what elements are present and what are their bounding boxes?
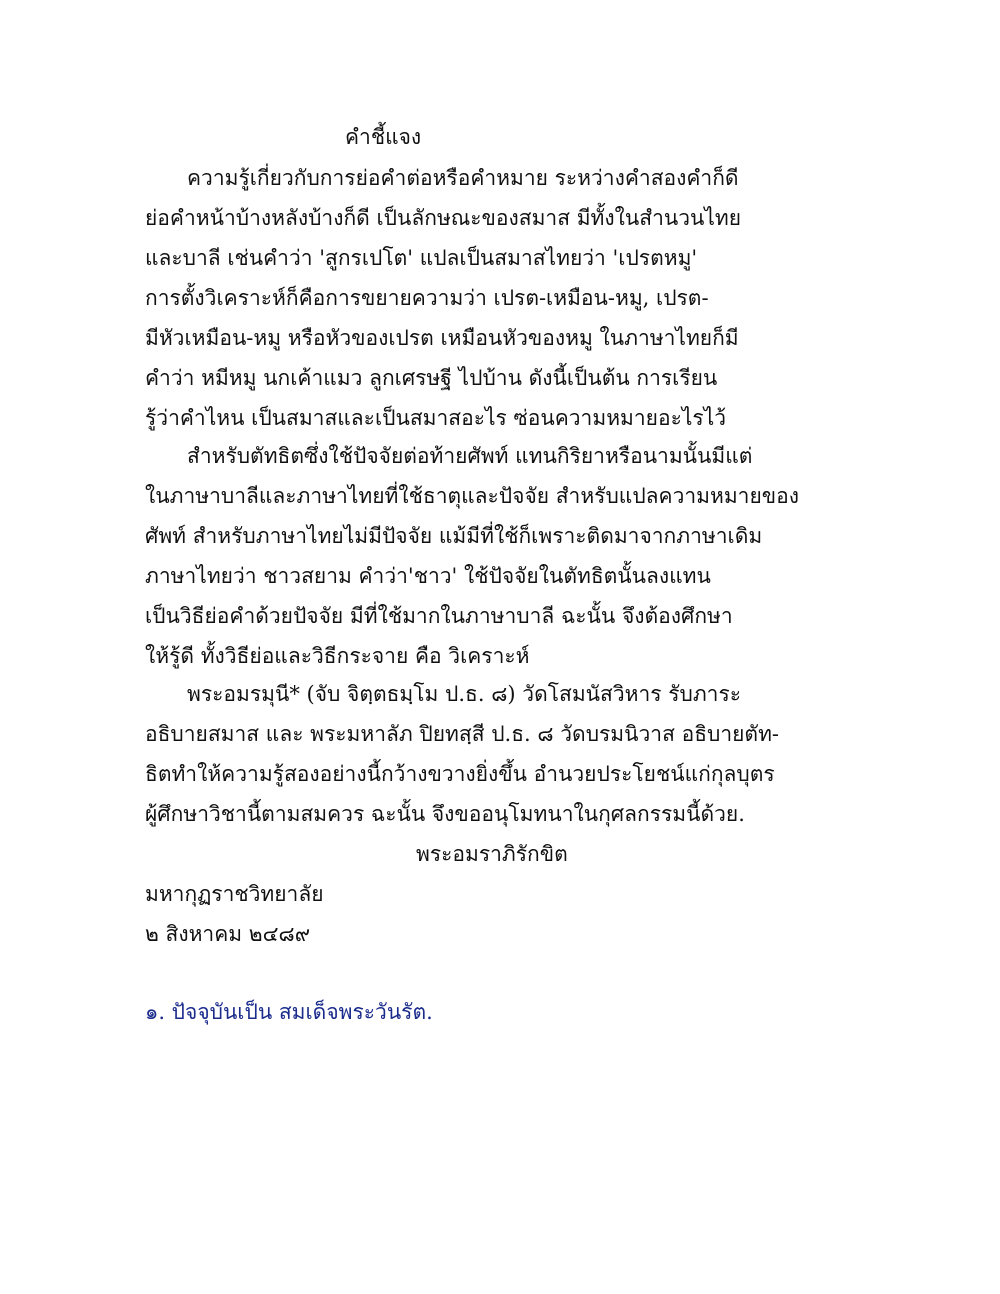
- paragraph-2-line-5: เป็นวิธีย่อคำด้วยปัจจัย มีที่ใช้มากในภาษาบาลี ฉะนั้น จึงต้องศึกษา: [145, 604, 733, 628]
- document-title: คำชี้แจง: [345, 125, 422, 149]
- paragraph-1-line-3: และบาลี เช่นคำว่า 'สูกรเปโต' แปลเป็นสมาสไทยว่า 'เปรตหมู': [145, 246, 698, 270]
- signature: พระอมราภิรักขิต: [416, 842, 568, 866]
- paragraph-3-line-2: อธิบายสมาส และ พระมหาลัภ ปิยทสฺสี ป.ธ. ๘ วัดบรมนิวาส อธิบายตัท-: [145, 722, 780, 746]
- paragraph-3-line-1: พระอมรมุนี* (จับ จิตฺตธมฺโม ป.ธ. ๘) วัดโสมนัสวิหาร รับภาระ: [187, 682, 742, 706]
- paragraph-2-line-3: ศัพท์ สำหรับภาษาไทยไม่มีปัจจัย แม้มีที่ใช้ก็เพราะติดมาจากภาษาเดิม: [145, 524, 763, 548]
- paragraph-1-line-7: รู้ว่าคำไหน เป็นสมาสและเป็นสมาสอะไร ซ่อนความหมายอะไรไว้: [145, 406, 727, 430]
- paragraph-1-line-1: ความรู้เกี่ยวกับการย่อคำต่อหรือคำหมาย ระหว่างคำสองคำก็ดี: [187, 166, 739, 190]
- paragraph-2-line-4: ภาษาไทยว่า ชาวสยาม คำว่า'ชาว' ใช้ปัจจัยในตัทธิตนั้นลงแทน: [145, 564, 711, 588]
- document-date: ๒ สิงหาคม ๒๔๘๙: [145, 922, 311, 946]
- paragraph-1-line-5: มีหัวเหมือน-หมู หรือหัวของเปรต เหมือนหัวของหมู ในภาษาไทยก็มี: [145, 326, 739, 350]
- paragraph-2-line-1: สำหรับตัทธิตซึ่งใช้ปัจจัยต่อท้ายศัพท์ แทนกิริยาหรือนามนั้นมีแต่: [187, 444, 753, 468]
- paragraph-3-line-4: ผู้ศึกษาวิชานี้ตามสมควร ฉะนั้น จึงขออนุโมทนาในกุศลกรรมนี้ด้วย.: [145, 802, 745, 826]
- paragraph-1-line-4: การตั้งวิเคราะห์ก็คือการขยายความว่า เปรต-เหมือน-หมู, เปรต-: [145, 286, 709, 310]
- footnote: ๑. ปัจจุบันเป็น สมเด็จพระวันรัต.: [145, 1000, 433, 1024]
- paragraph-1-line-6: คำว่า หมีหมู นกเค้าแมว ลูกเศรษฐี ไปบ้าน ดังนี้เป็นต้น การเรียน: [145, 366, 718, 390]
- institution-name: มหากุฏราชวิทยาลัย: [145, 882, 324, 906]
- paragraph-2-line-2: ในภาษาบาลีและภาษาไทยที่ใช้ธาตุและปัจจัย สำหรับแปลความหมายของ: [145, 484, 800, 508]
- paragraph-1-line-2: ย่อคำหน้าบ้างหลังบ้างก็ดี เป็นลักษณะของสมาส มีทั้งในสำนวนไทย: [145, 206, 742, 230]
- paragraph-2-line-6: ให้รู้ดี ทั้งวิธีย่อและวิธีกระจาย คือ วิเคราะห์: [145, 644, 530, 668]
- paragraph-3-line-3: ธิตทำให้ความรู้สองอย่างนี้กว้างขวางยิ่งขึ้น อำนวยประโยชน์แก่กุลบุตร: [145, 762, 775, 786]
